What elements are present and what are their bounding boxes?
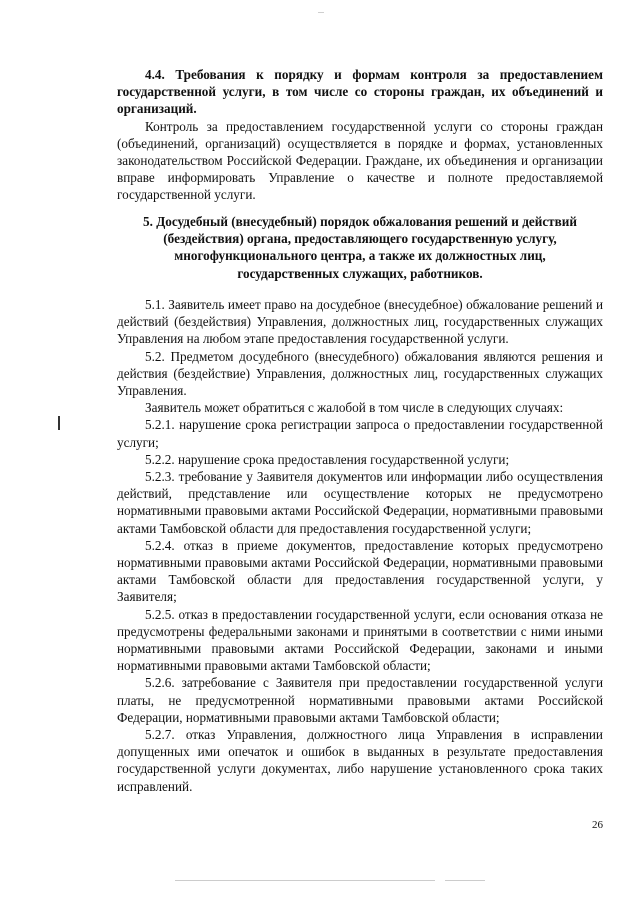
page-number: 26 — [592, 819, 603, 831]
paragraph-5-2-intro: Заявитель может обратиться с жалобой в том числе в следующих случаях: — [145, 400, 564, 416]
section-5-heading-line-4: государственных служащих, работников. — [237, 265, 483, 281]
section-4-4-paragraph: Контроль за предоставлением государственной услуги со стороны граждан (объединений, организаций) осуществляется в порядке и формах, установленных законодательством Российской Федерации. Граждане, их объединения и организации вправе информировать Управление о качестве и полноте предоставляемой государственной услуги. — [117, 118, 603, 203]
section-5-heading-line-1: 5. Досудебный (внесудебный) порядок обжалования решений и действий — [143, 214, 577, 229]
list-item-5-2-3: 5.2.3. требование у Заявителя документов или информации либо осуществления действий, представление или осуществление которых не предусмотрено нормативными правовыми актами Российской Федерации, нормативными правовыми актами Тамбовской области для предоставления государственной услуги; — [117, 469, 603, 536]
list-item-5-2-4: 5.2.4. отказ в приеме документов, предоставление которых предусмотрено нормативными правовыми актами Российской Федерации, нормативными правовыми актами Тамбовской области для предоставления государственной услуги, у Заявителя; — [117, 537, 603, 605]
section-4-4-heading: 4.4. Требования к порядку и формам контроля за предоставлением государственной услуги, в том числе со стороны граждан, их объединений и организаций. — [117, 67, 603, 117]
scan-edge-line — [445, 880, 485, 881]
section-5-heading — [117, 213, 603, 282]
section-5-body — [117, 296, 603, 795]
list-item-5-2-1: 5.2.1. нарушение срока регистрации запроса о предоставлении государственной услуги; — [117, 417, 603, 450]
list-item-5-2-6: 5.2.6. затребование с Заявителя при предоставлении государственной услуги платы, не предусмотренной нормативными правовыми актами Российской Федерации, нормативными правовыми актами Тамбовской области; — [117, 675, 603, 725]
scan-artifact — [318, 12, 324, 13]
paragraph-5-1: 5.1. Заявитель имеет право на досудебное (внесудебное) обжалование решений и действий (бездействия) Управления, должностных лиц, государственных служащих Управления на любом этапе предоставления государственной услуги. — [117, 297, 603, 347]
section-5-heading-line-3: многофункционального центра, а также их должностных лиц, — [174, 248, 546, 264]
scan-edge-line — [175, 880, 435, 881]
paragraph-5-2: 5.2. Предметом досудебного (внесудебного) обжалования являются решения и действия (бездействие) Управления, должностных лиц, государственных служащих Управления. — [117, 348, 603, 399]
section-5-heading-line-2: (бездействия) органа, предоставляющего государственную услугу, — [163, 231, 557, 247]
list-item-5-2-5: 5.2.5. отказ в предоставлении государственной услуги, если основания отказа не предусмотрены федеральными законами и принятыми в соответствии с ними иными нормативными правовыми актами Российской Федерации, законами и иными нормативными правовыми актами Тамбовской области; — [117, 606, 603, 674]
section-4-4 — [117, 66, 603, 204]
list-item-5-2-2: 5.2.2. нарушение срока предоставления государственной услуги; — [145, 451, 510, 467]
list-item-5-2-7: 5.2.7. отказ Управления, должностного лица Управления в исправлении допущенных ими опечаток и ошибок в выданных в результате предоставления государственной услуги документах, либо нарушение установленного срока таких исправлений. — [117, 727, 603, 794]
margin-mark — [58, 416, 60, 430]
